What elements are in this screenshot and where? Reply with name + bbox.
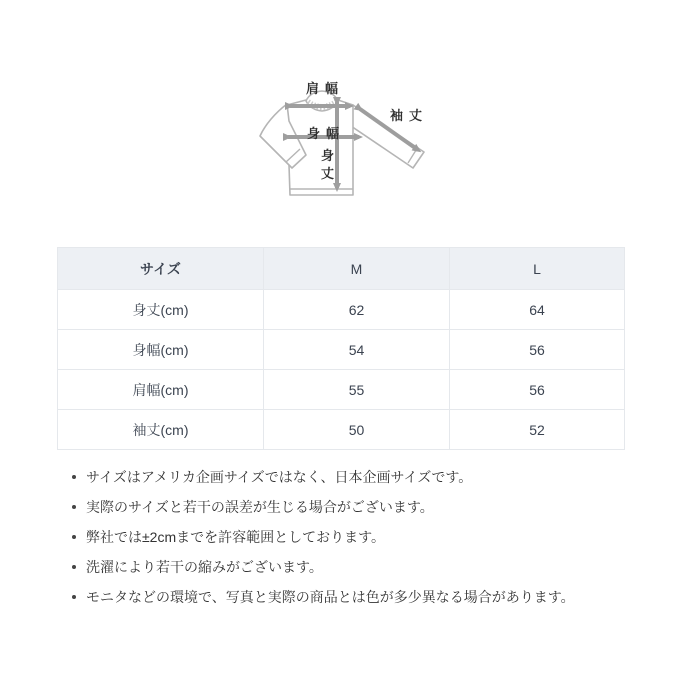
label-body-length-2: 丈 bbox=[321, 166, 341, 181]
label-body-length-1: 身 bbox=[321, 148, 341, 163]
notes-section bbox=[70, 468, 630, 618]
value-l: 64 bbox=[450, 290, 625, 330]
bullet-icon bbox=[72, 535, 76, 539]
note-text: 実際のサイズと若干の誤差が生じる場合がございます。 bbox=[86, 499, 434, 515]
value-m: 50 bbox=[264, 410, 450, 450]
bullet-icon bbox=[72, 475, 76, 479]
header-l: L bbox=[450, 248, 625, 290]
notes-list bbox=[70, 468, 630, 606]
value-m: 62 bbox=[264, 290, 450, 330]
list-item bbox=[70, 528, 630, 546]
table-row-body-width bbox=[58, 330, 625, 370]
bullet-icon bbox=[72, 565, 76, 569]
value-l: 56 bbox=[450, 330, 625, 370]
note-text: 弊社では±2cmまでを許容範囲としております。 bbox=[86, 529, 386, 545]
label-shoulder-width: 肩幅 bbox=[306, 81, 345, 96]
table-row-shoulder-width bbox=[58, 370, 625, 410]
bullet-icon bbox=[72, 595, 76, 599]
label-sleeve-length: 袖丈 bbox=[390, 108, 429, 123]
list-item bbox=[70, 468, 630, 486]
row-label: 身丈(cm) bbox=[58, 290, 264, 330]
size-table bbox=[57, 247, 625, 450]
shirt-diagram-svg bbox=[240, 75, 460, 240]
shirt-measurement-diagram bbox=[240, 75, 460, 240]
list-item bbox=[70, 588, 630, 606]
size-table-section bbox=[57, 247, 624, 450]
table-row-sleeve-length bbox=[58, 410, 625, 450]
label-body-width: 身幅 bbox=[307, 126, 346, 141]
note-text: モニタなどの環境で、写真と実際の商品とは色が多少異なる場合があります。 bbox=[86, 589, 575, 605]
header-size: サイズ bbox=[58, 248, 264, 290]
size-table-header-row bbox=[58, 248, 625, 290]
row-label: 袖丈(cm) bbox=[58, 410, 264, 450]
list-item bbox=[70, 498, 630, 516]
note-text: サイズはアメリカ企画サイズではなく、日本企画サイズです。 bbox=[86, 469, 473, 485]
note-text: 洗濯により若干の縮みがございます。 bbox=[86, 559, 323, 575]
row-label: 身幅(cm) bbox=[58, 330, 264, 370]
value-l: 56 bbox=[450, 370, 625, 410]
list-item bbox=[70, 558, 630, 576]
value-m: 55 bbox=[264, 370, 450, 410]
table-row-body-length bbox=[58, 290, 625, 330]
bullet-icon bbox=[72, 505, 76, 509]
value-l: 52 bbox=[450, 410, 625, 450]
value-m: 54 bbox=[264, 330, 450, 370]
row-label: 肩幅(cm) bbox=[58, 370, 264, 410]
header-m: M bbox=[264, 248, 450, 290]
